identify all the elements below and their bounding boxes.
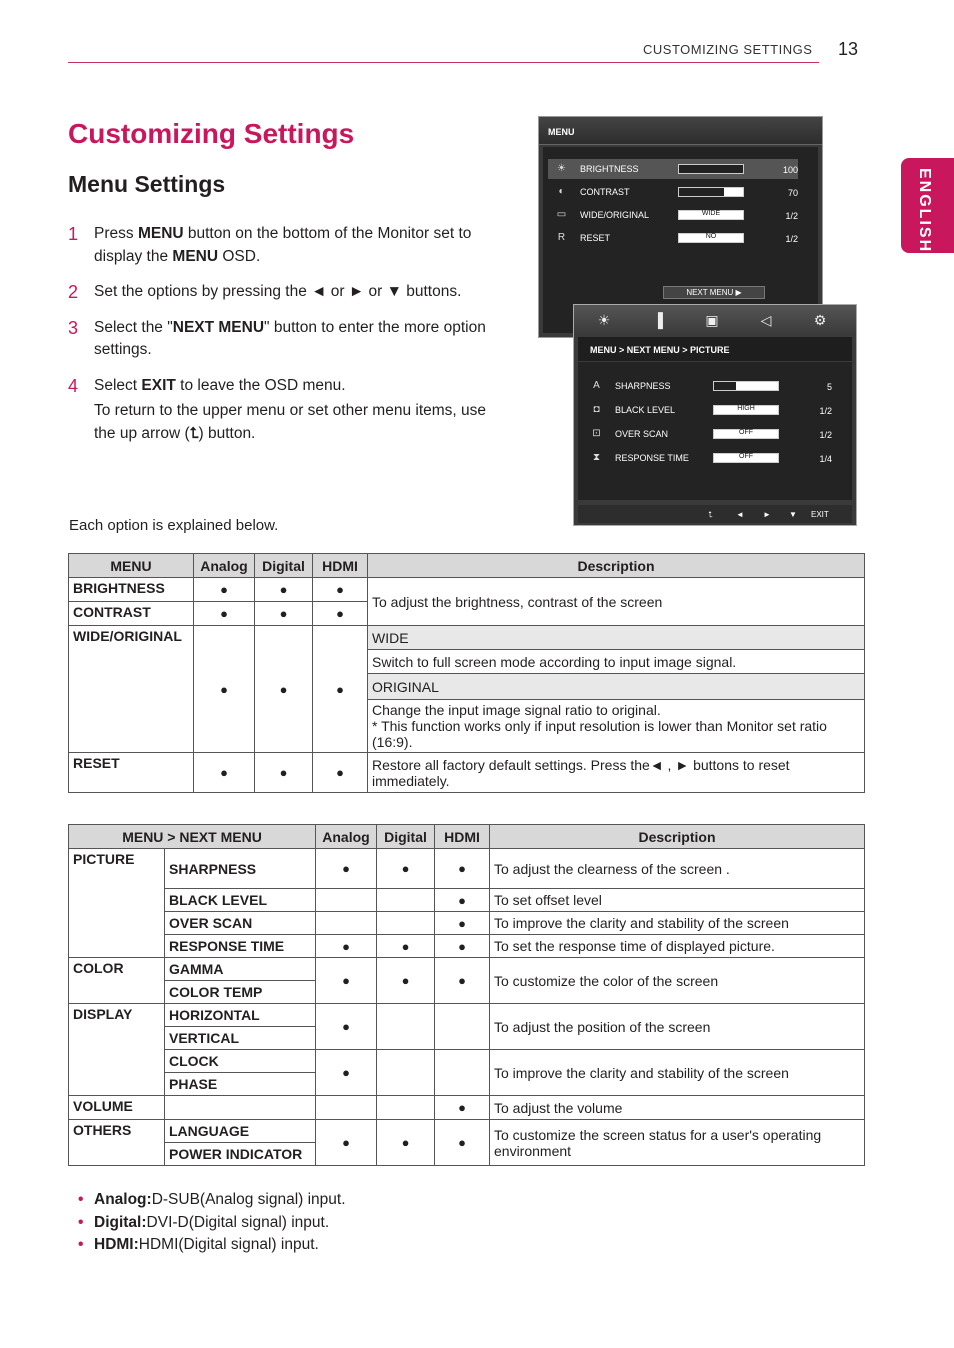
hdmi-dot: ● — [435, 849, 490, 889]
osd2-row[interactable] — [583, 448, 832, 468]
osd-row-gauge[interactable] — [678, 187, 744, 197]
osd-tab-icon[interactable]: ☀ — [597, 312, 611, 328]
osd-row-label: SHARPNESS — [615, 381, 671, 391]
hdmi-dot: ● — [435, 1120, 490, 1166]
step-number: 4 — [68, 375, 79, 396]
row-sharpness: SHARPNESS — [165, 849, 316, 889]
osd-gauge-text: NO — [705, 233, 717, 240]
note-analog: • Analog: D-SUB(Analog signal) input. — [78, 1189, 346, 1212]
osd-gauge-text: OFF — [739, 429, 753, 436]
osd-gauge-fill — [679, 165, 743, 173]
col-description: Description — [490, 825, 865, 849]
osd-row-label: BRIGHTNESS — [580, 164, 639, 174]
group-picture: PICTURE — [69, 849, 165, 958]
osd1-row[interactable] — [548, 205, 798, 225]
col-analog: Analog — [316, 825, 377, 849]
analog-dot: ● — [194, 626, 255, 753]
step-text: Set the options by pressing the ◄ or ► or ▼ buttons. — [94, 283, 462, 300]
analog-dot: ● — [316, 1120, 377, 1166]
hdmi-dot: ● — [313, 602, 368, 626]
steps-list — [68, 223, 508, 458]
group-others: OTHERS — [69, 1120, 165, 1166]
row-power-indicator: POWER INDICATOR — [165, 1143, 316, 1166]
group-color: COLOR — [69, 958, 165, 1004]
osd-row-value: 1/2 — [819, 406, 832, 416]
up-arrow-icon[interactable]: ⮤ — [708, 510, 713, 519]
col-analog: Analog — [194, 554, 255, 578]
osd-breadcrumb-part: MENU — [590, 345, 619, 355]
osd-title: MENU — [548, 127, 575, 137]
step-number: 1 — [68, 224, 79, 244]
step-text: Select EXIT to leave the OSD menu. To return to the upper menu or set other menu items, use the up arrow (⮤) button. — [94, 375, 508, 446]
digital-dot: ● — [255, 753, 313, 793]
col-digital: Digital — [377, 825, 435, 849]
osd-row-label: OVER SCAN — [615, 429, 669, 439]
row-wide-original: WIDE/ORIGINAL — [69, 626, 194, 753]
row-contrast: CONTRAST — [69, 602, 194, 626]
reset-desc: Restore all factory default settings. Press the◄ , ► buttons to reset immediately. — [368, 753, 865, 793]
osd-row-icon: R — [557, 232, 566, 243]
step-2 — [68, 281, 508, 304]
step-number: 2 — [68, 282, 79, 302]
col-description: Description — [368, 554, 865, 578]
osd-row-gauge[interactable] — [713, 453, 779, 463]
digital-dot: ● — [255, 602, 313, 626]
analog-dot: ● — [316, 849, 377, 889]
row-clock: CLOCK — [165, 1050, 316, 1073]
next-menu-button[interactable] — [663, 286, 765, 299]
osd-row-value: 1/4 — [819, 454, 832, 464]
analog-dot: ● — [316, 958, 377, 1004]
osd-row-value: 100 — [782, 165, 798, 175]
osd-row-value: 1/2 — [785, 211, 798, 221]
page-title: Customizing Settings — [68, 118, 355, 149]
wide-desc: Switch to full screen mode according to input image signal. — [368, 650, 865, 674]
row-vertical: VERTICAL — [165, 1027, 316, 1050]
osd-row-label: CONTRAST — [580, 187, 630, 197]
osd-next-menu — [573, 304, 857, 526]
clock-desc: To improve the clarity and stability of the screen — [490, 1050, 865, 1096]
explained-note: Each option is explained below. — [69, 517, 279, 534]
analog-dot: ● — [194, 578, 255, 602]
volume-desc: To adjust the volume — [490, 1096, 865, 1120]
osd-tab-icon[interactable]: ◁ — [760, 312, 772, 328]
osd-row-label: WIDE/ORIGINAL — [580, 210, 650, 220]
hdmi-dot: ● — [435, 889, 490, 912]
hdmi-dot: ● — [435, 912, 490, 935]
osd-row-icon: ◘ — [593, 404, 600, 415]
osd-row-value: 1/2 — [785, 234, 798, 244]
osd-breadcrumb-part: NEXT MENU — [626, 345, 683, 355]
group-volume: VOLUME — [69, 1096, 165, 1120]
hdmi-dot: ● — [313, 578, 368, 602]
bullet-icon: • — [78, 1191, 84, 1208]
osd-gauge-text: WIDE — [701, 210, 721, 217]
black-level-desc: To set offset level — [490, 889, 865, 912]
osd-breadcrumb-part: > — [682, 345, 691, 355]
sharpness-desc: To adjust the clearness of the screen . — [490, 849, 865, 889]
step-4 — [68, 375, 508, 446]
osd-tab-bar — [574, 305, 856, 335]
hdmi-dot: ● — [313, 626, 368, 753]
left-arrow-icon[interactable]: ◄ — [736, 510, 744, 519]
row-over-scan: OVER SCAN — [165, 912, 316, 935]
step-text: Select the "NEXT MENU" button to enter the more option settings. — [94, 318, 486, 358]
osd-breadcrumb — [578, 337, 852, 361]
osd-row-gauge[interactable] — [678, 210, 744, 220]
osd-breadcrumb-part: PICTURE — [690, 345, 730, 355]
wide-label: WIDE — [368, 626, 865, 650]
digital-dot: ● — [377, 958, 435, 1004]
osd-row-icon: ⊡ — [592, 428, 601, 439]
step-number: 3 — [68, 317, 79, 338]
bullet-icon: • — [78, 1236, 84, 1253]
hdmi-dot: ● — [313, 753, 368, 793]
original-label: ORIGINAL — [368, 674, 865, 700]
col-hdmi: HDMI — [435, 825, 490, 849]
osd-row-gauge[interactable] — [713, 405, 779, 415]
osd-gauge-fill — [679, 188, 724, 196]
language-tab — [901, 158, 954, 253]
row-reset: RESET — [69, 753, 194, 793]
digital-dot: ● — [377, 849, 435, 889]
position-desc: To adjust the position of the screen — [490, 1004, 865, 1050]
color-desc: To customize the color of the screen — [490, 958, 865, 1004]
osd-picture-body — [578, 362, 852, 500]
row-brightness: BRIGHTNESS — [69, 578, 194, 602]
up-arrow-icon: ⮤ — [189, 424, 199, 442]
digital-dot: ● — [377, 1120, 435, 1166]
next-menu-label: NEXT MENU — [686, 288, 734, 297]
step-text: Press MENU button on the bottom of the Monitor set to display the MENU OSD. — [94, 225, 472, 265]
analog-dot: ● — [194, 602, 255, 626]
osd-tab-icon[interactable]: ▐ — [653, 312, 663, 328]
hdmi-dot: ● — [435, 1096, 490, 1120]
row-phase: PHASE — [165, 1073, 316, 1096]
analog-dot: ● — [194, 753, 255, 793]
step-3 — [68, 317, 508, 362]
osd-row-label: RESET — [580, 233, 611, 243]
osd-row-gauge[interactable] — [678, 164, 744, 174]
row-horizontal: HORIZONTAL — [165, 1004, 316, 1027]
row-gamma: GAMMA — [165, 958, 316, 981]
analog-dot: ● — [316, 1004, 377, 1050]
osd-gauge-fill — [714, 382, 736, 390]
osd2-row[interactable] — [583, 400, 832, 420]
exit-button[interactable]: EXIT — [811, 510, 829, 519]
osd-row-icon: ☀ — [557, 163, 566, 174]
osd-gauge-text: OFF — [739, 453, 753, 460]
page-header-title: CUSTOMIZING SETTINGS — [643, 42, 813, 57]
col-menu: MENU — [69, 554, 194, 578]
col-hdmi: HDMI — [313, 554, 368, 578]
osd-footer — [578, 505, 852, 523]
menu-table — [68, 553, 865, 793]
analog-dot: ● — [316, 1050, 377, 1096]
row-black-level: BLACK LEVEL — [165, 889, 316, 912]
group-display: DISPLAY — [69, 1004, 165, 1096]
osd-row-gauge[interactable] — [713, 429, 779, 439]
osd-tab-icon[interactable]: ⚙ — [813, 312, 827, 328]
osd-tab-icon[interactable]: ▣ — [705, 312, 719, 328]
osd-row-gauge[interactable] — [713, 381, 779, 391]
osd-breadcrumb-part: > — [619, 345, 627, 355]
osd1-row[interactable] — [548, 159, 798, 179]
row-response-time: RESPONSE TIME — [165, 935, 316, 958]
bullet-icon: • — [78, 1213, 84, 1231]
over-scan-desc: To improve the clarity and stability of the screen — [490, 912, 865, 935]
col-digital: Digital — [255, 554, 313, 578]
col-next-menu: MENU > NEXT MENU — [69, 825, 316, 849]
original-desc: Change the input image signal ratio to original. * This function works only if input resolution is lower than Monitor set ratio (16:9). — [368, 700, 865, 753]
notes-list — [78, 1189, 346, 1257]
next-menu-table — [68, 824, 865, 1166]
osd-title-bar — [539, 117, 822, 145]
chevron-right-icon: ▶ — [735, 288, 742, 297]
osd-row-icon: ◐ — [558, 186, 565, 197]
right-arrow-icon[interactable]: ► — [763, 510, 771, 519]
osd2-row[interactable] — [583, 376, 832, 396]
others-desc: To customize the screen status for a user's operating environment — [490, 1120, 865, 1166]
step-1 — [68, 223, 508, 268]
osd-row-label: RESPONSE TIME — [615, 453, 689, 463]
digital-dot: ● — [255, 578, 313, 602]
osd-row-label: BLACK LEVEL — [615, 405, 676, 415]
osd1-row[interactable] — [548, 228, 798, 248]
section-title: Menu Settings — [68, 171, 226, 197]
hdmi-dot: ● — [435, 958, 490, 1004]
note-digital: • Digital: DVI-D(Digital signal) input. — [78, 1212, 346, 1235]
digital-dot: ● — [377, 935, 435, 958]
hdmi-dot: ● — [435, 935, 490, 958]
down-arrow-icon[interactable]: ▼ — [789, 510, 797, 519]
osd-row-value: 70 — [787, 188, 798, 198]
digital-dot: ● — [255, 626, 313, 753]
brightness-contrast-desc: To adjust the brightness, contrast of the screen — [368, 578, 865, 626]
osd-row-icon: ⧗ — [592, 452, 601, 463]
header-rule — [68, 62, 819, 63]
osd-row-gauge[interactable] — [678, 233, 744, 243]
osd1-row[interactable] — [548, 182, 798, 202]
osd-row-icon: A — [593, 380, 600, 391]
row-language: LANGUAGE — [165, 1120, 316, 1143]
osd-row-value: 1/2 — [819, 430, 832, 440]
note-hdmi: • HDMI: HDMI(Digital signal) input. — [78, 1234, 346, 1257]
osd-row-icon: ▭ — [556, 209, 567, 220]
osd2-row[interactable] — [583, 424, 832, 444]
analog-dot: ● — [316, 935, 377, 958]
osd-row-value: 5 — [826, 382, 832, 392]
language-tab-label: ENGLISH — [916, 168, 933, 254]
row-color-temp: COLOR TEMP — [165, 981, 316, 1004]
osd-gauge-text: HIGH — [737, 405, 755, 412]
response-time-desc: To set the response time of displayed picture. — [490, 935, 865, 958]
page-number: 13 — [838, 39, 859, 59]
